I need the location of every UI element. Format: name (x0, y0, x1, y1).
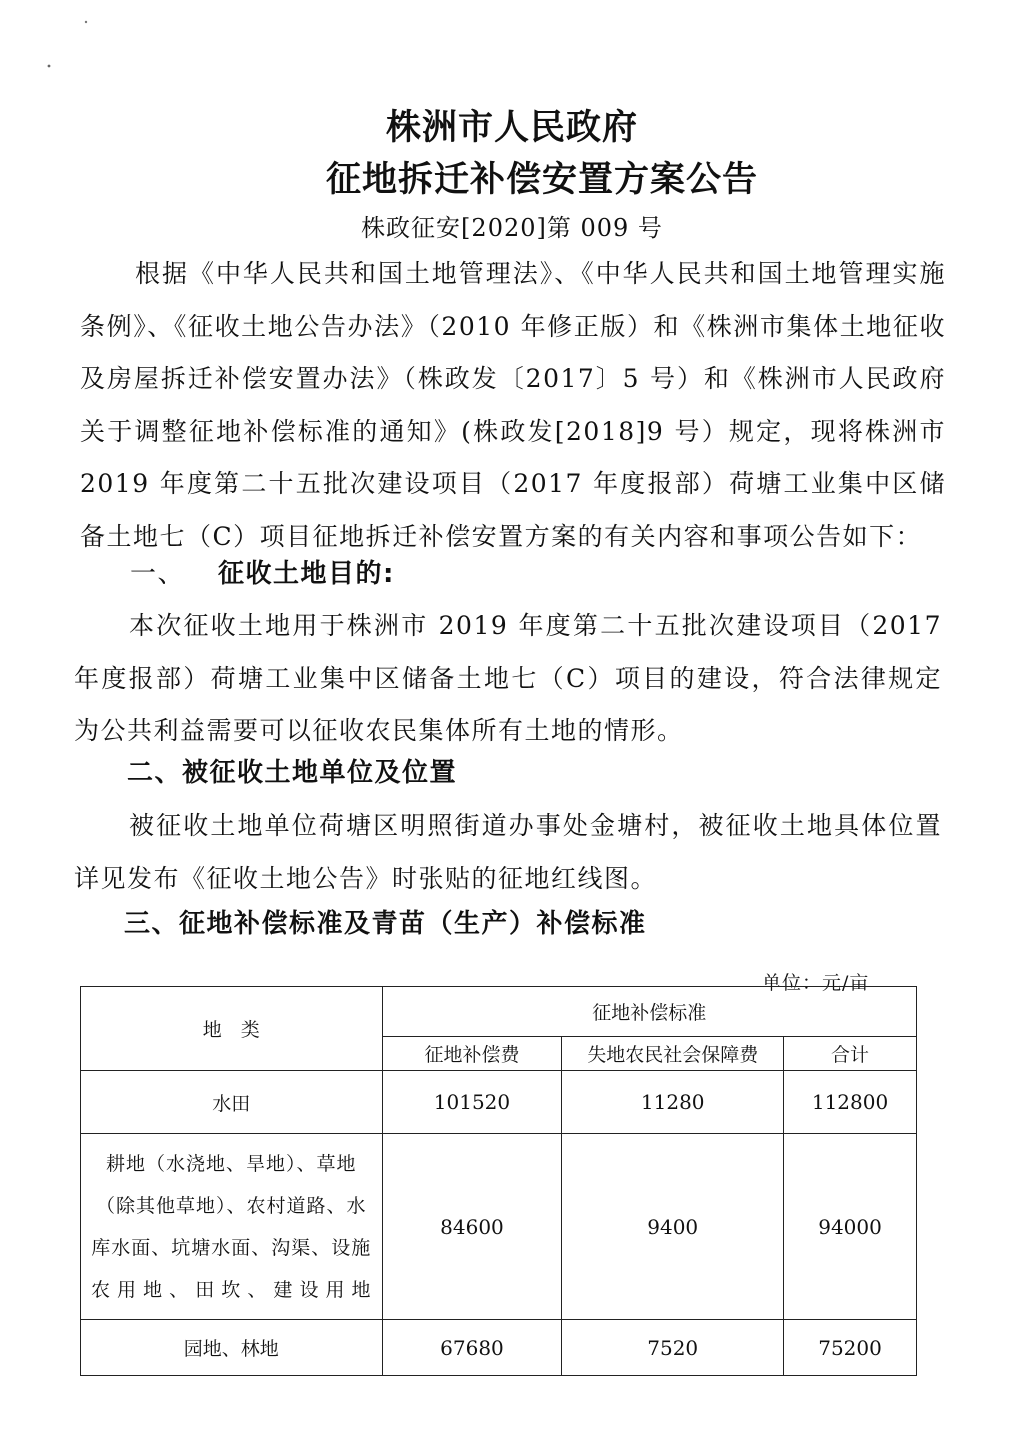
title-line-1: 株洲市人民政府 (385, 108, 638, 148)
compensation-table (80, 986, 917, 1376)
table-unit-label: 单位：元/亩 (762, 972, 870, 994)
section-1-body: 本次征收土地用于株洲市 2019 年度第二十五批次建设项目（2017 年度报部）荷塘工业集中区储备土地七（C）项目的建设，符合法律规定为公共利益需要可以征收农民集体所有土地的情形。 (74, 611, 942, 745)
row-category: 水田 (81, 1071, 383, 1134)
row-fee: 67680 (382, 1320, 562, 1376)
table-row (81, 1320, 917, 1376)
column-header-social-security: 失地农民社会保障费 (562, 1037, 784, 1071)
column-header-fee: 征地补偿费 (382, 1037, 562, 1071)
row-social-security: 7520 (562, 1320, 784, 1376)
row-total: 112800 (784, 1071, 917, 1134)
row-social-security: 9400 (562, 1134, 784, 1320)
row-category: 园地、林地 (81, 1320, 383, 1376)
intro-paragraph: 根据《中华人民共和国土地管理法》、《中华人民共和国土地管理实施条例》、《征收土地公告办法》（2010 年修正版）和《株洲市集体土地征收及房屋拆迁补偿安置办法》（株政发〔2017〕5 号）和《株洲市人民政府关于调整征地补偿标准的通知》(株政发[2018]9 号）规定，现将株洲市 2019 年度第二十五批次建设项目（2017 年度报部）荷塘工业集中区储备土地七（C）项目征地拆迁补偿安置方案的有关内容和事项公告如下： (80, 259, 946, 551)
row-total: 75200 (784, 1320, 917, 1376)
column-header-category: 地 类 (81, 987, 383, 1071)
row-fee: 101520 (382, 1071, 562, 1134)
title-line-2: 征地拆迁补偿安置方案公告 (325, 160, 758, 200)
row-social-security: 11280 (562, 1071, 784, 1134)
column-group-header: 征地补偿标准 (382, 987, 916, 1037)
section-2-heading: 二、被征收土地单位及位置 (127, 758, 458, 788)
section-3-heading: 三、征地补偿标准及青苗（生产）补偿标准 (124, 909, 647, 939)
section-2-body: 被征收土地单位荷塘区明照街道办事处金塘村，被征收土地具体位置详见发布《征收土地公告》时张贴的征地红线图。 (74, 811, 942, 893)
table-row (81, 1134, 917, 1320)
speck (85, 21, 87, 23)
row-category: 耕地（水浇地、旱地）、草地（除其他草地）、农村道路、水库水面、坑塘水面、沟渠、设施农用地、田坎、建设用地 (81, 1134, 383, 1320)
document-number: 株政征安[2020]第 009 号 (361, 214, 663, 242)
speck (48, 65, 51, 68)
table-row (81, 1071, 917, 1134)
section-1-heading: 征收土地目的: (218, 559, 395, 589)
row-total: 94000 (784, 1134, 917, 1320)
column-header-total: 合计 (784, 1037, 917, 1071)
section-1-number: 一、 (130, 559, 186, 589)
table-header-row (81, 987, 917, 1037)
row-fee: 84600 (382, 1134, 562, 1320)
